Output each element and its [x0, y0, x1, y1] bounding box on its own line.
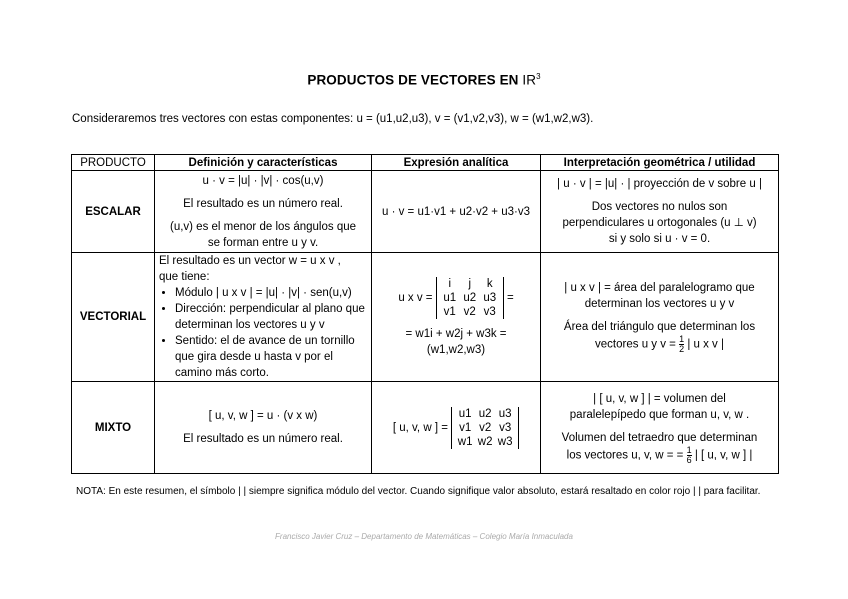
fraction-one-half: $\frac{1}{2}$ — [679, 334, 685, 354]
vector-products-table — [71, 154, 779, 474]
mixto-definition: [ u, v, w ] = u · (v x w) El resultado es un número real. — [155, 382, 372, 474]
list-item: • Dirección: perpendicular al plano que determinan los vectores u y v — [175, 301, 367, 333]
list-item: • Módulo | u x v | = |u| · |v| · sen(u,v) — [175, 285, 367, 301]
fraction-one-sixth: $\frac{1}{6}$ — [686, 444, 692, 465]
footer-credit: Francisco Javier Cruz – Departamento de Matemáticas – Colegio María Inmaculada — [275, 532, 573, 541]
row-label-mixto: MIXTO — [72, 382, 155, 474]
list-item: • Sentido: el de avance de un tornillo que gira desde u hasta v por el camino más corto. — [175, 333, 367, 381]
header-expresion: Expresión analítica — [372, 155, 541, 171]
determinant-vectorial: i j k u1 u2 u3 v1 v2 v3 — [436, 277, 504, 319]
table-row-mixto — [72, 382, 779, 474]
intro-text: Consideraremos tres vectores con estas componentes: u = (u1,u2,u3), v = (v1,v2,v3), w = (w1,w2,w3). — [72, 113, 594, 125]
vectorial-properties-list — [159, 285, 367, 381]
table-row-vectorial — [72, 253, 779, 382]
page-title: PRODUCTOS DE VECTORES EN $IR^3$ — [307, 72, 541, 88]
mixto-geometry: | [ u, v, w ] | = volumen del paralelepípedo que forman u, v, w . Volumen del tetraedro que determinan los vectores u, v, w = = $\frac{1}{6}$ | [ u, v, w ] | — [541, 382, 779, 474]
vector-v-def: v = (v1,v2,v3), — [434, 113, 508, 125]
escalar-geometry: | u · v | = |u| · | proyección de v sobre u | Dos vectores no nulos son perpendiculares u ortogonales (u ⊥ v) si y solo si u · v = 0. — [541, 171, 779, 253]
mixto-expression: [ u, v, w ] = u1 u2 u3 v1 v2 v3 w1 w2 w3 — [372, 382, 541, 474]
row-label-vectorial: VECTORIAL — [72, 253, 155, 382]
row-label-escalar: ESCALAR — [72, 171, 155, 253]
vectorial-expression: u x v = i j k u1 u2 u3 v1 v2 v3 = = w1i + w2j + w3k = (w1,w2,w3) — [372, 253, 541, 382]
vectorial-definition: El resultado es un vector w = u x v , que tiene: • Módulo | u x v | = |u| · |v| · sen(u,v) • Dirección: perpendicular al plano que determinan los vectores u y v • Sentido: el de avance de un tornillo que gira desde u hasta v por el camino más corto. — [155, 253, 372, 382]
note-text: NOTA: En este resumen, el símbolo | | siempre significa módulo del vector. Cuando signifique valor absoluto, estará resaltado en color rojo | | para facilitar. — [76, 486, 761, 497]
vectorial-geometry: | u x v | = área del paralelogramo que determinan los vectores u y v Área del triángulo que determinan los vectores u y v = $\frac{1}{2}$ | u x v | — [541, 253, 779, 382]
header-producto: PRODUCTO — [72, 155, 155, 171]
table-row-escalar — [72, 171, 779, 253]
header-definicion: Definición y características — [155, 155, 372, 171]
header-interpretacion: Interpretación geométrica / utilidad — [541, 155, 779, 171]
table-header-row — [72, 155, 779, 171]
vector-w-def: w = (w1,w2,w3). — [510, 113, 594, 125]
escalar-definition: u · v = |u| · |v| · cos(u,v) El resultado es un número real. (u,v) es el menor de los ángulos que se forman entre u y v. — [155, 171, 372, 253]
vector-u-def: u = (u1,u2,u3), — [356, 113, 432, 125]
escalar-expression: u · v = u1·v1 + u2·v2 + u3·v3 — [372, 171, 541, 253]
determinant-mixto: u1 u2 u3 v1 v2 v3 w1 w2 w3 — [451, 407, 519, 449]
